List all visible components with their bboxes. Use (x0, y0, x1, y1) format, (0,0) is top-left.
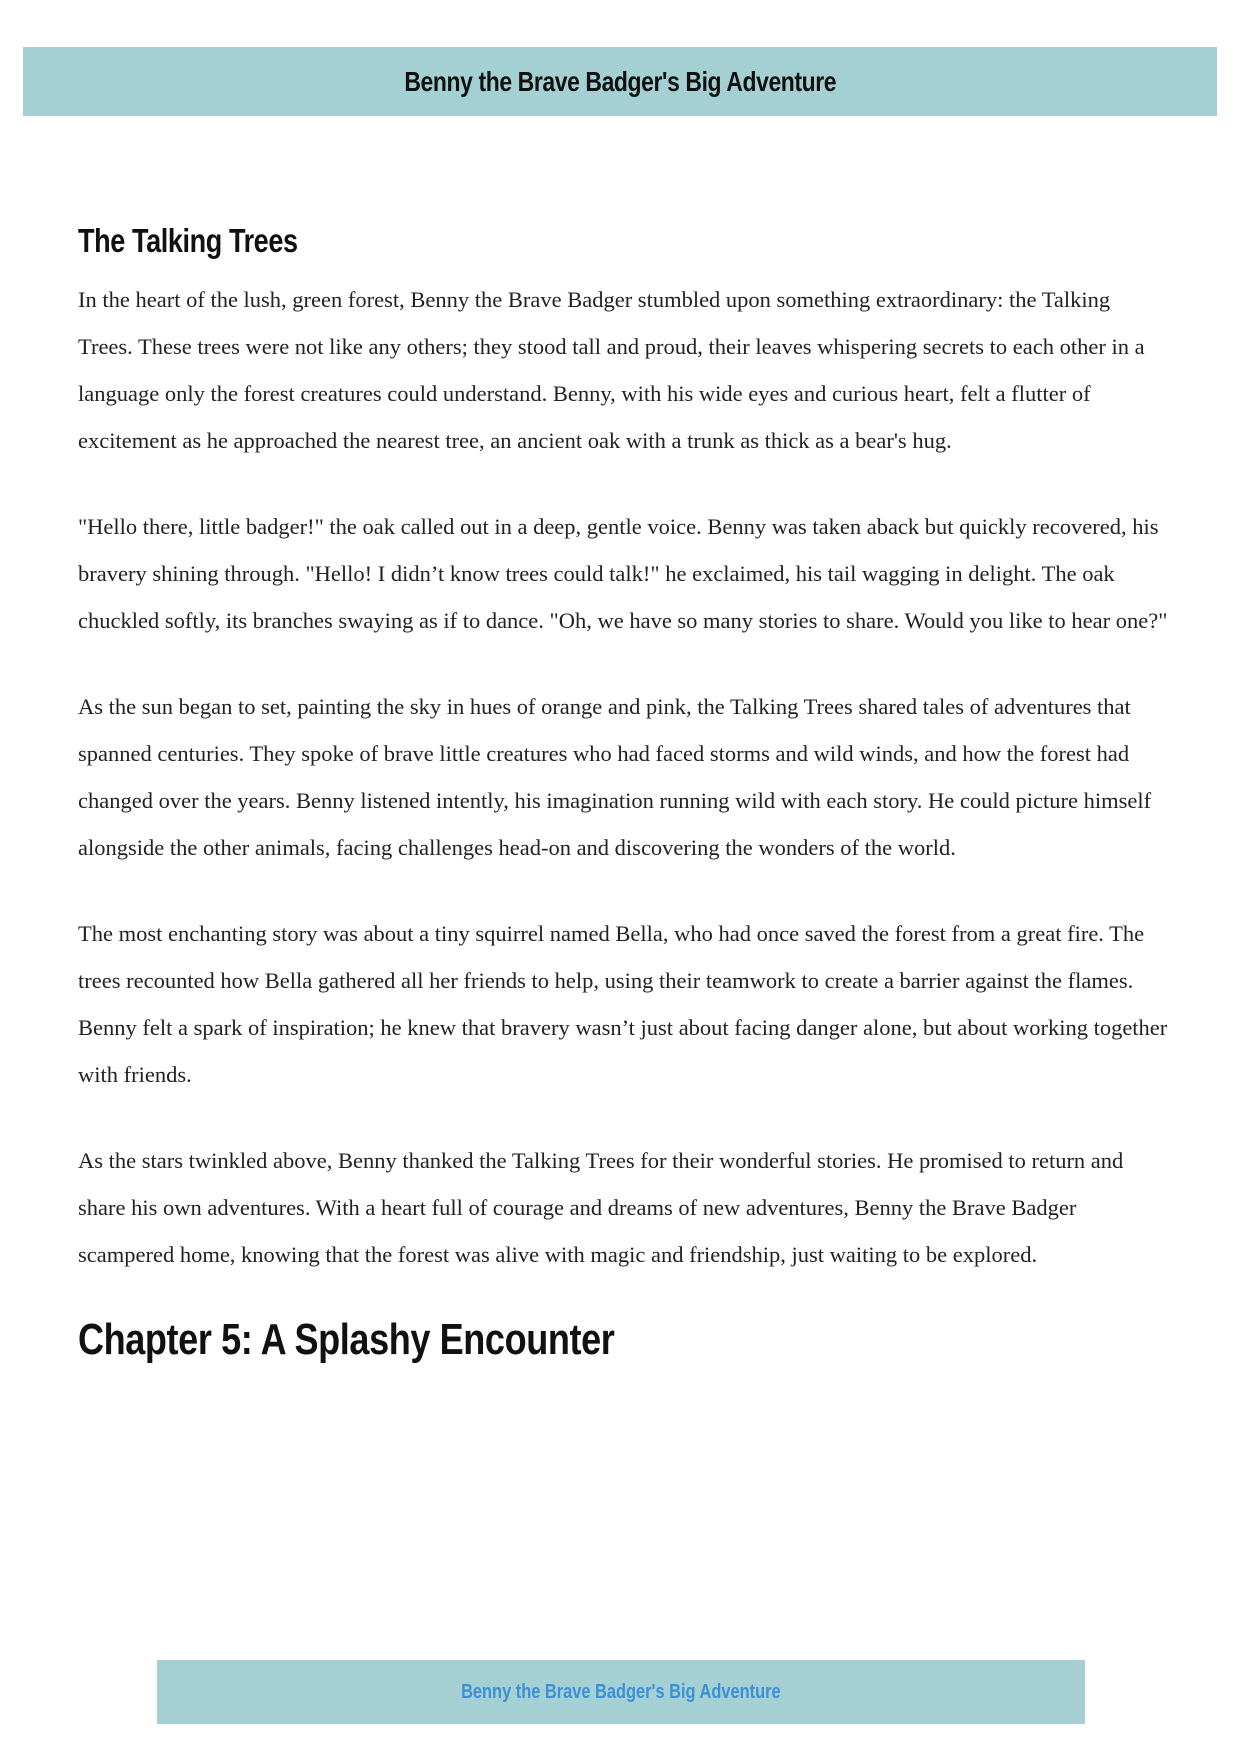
section-title: The Talking Trees (78, 222, 298, 259)
header-title: Benny the Brave Badger's Big Adventure (404, 65, 836, 97)
chapter-title: Chapter 5: A Splashy Encounter (78, 1315, 615, 1364)
paragraph: The most enchanting story was about a tiny squirrel named Bella, who had once saved the forest from a great fire. The trees recounted how Bella gathered all her friends to help, using their teamwork to create a barrier against the flames. Benny felt a spark of inspiration; he knew that bravery wasn’t just about facing danger alone, but about working together with friends. (78, 921, 1168, 1087)
paragraph: "Hello there, little badger!" the oak called out in a deep, gentle voice. Benny was taken aback but quickly recovered, his bravery shining through. "Hello! I didn’t know trees could talk!" he exclaimed, his tail wagging in delight. The oak chuckled softly, its branches swaying as if to dance. "Oh, we have so many stories to share. Would you like to hear one?" (78, 514, 1168, 633)
footer-title: Benny the Brave Badger's Big Adventure (461, 1680, 781, 1703)
page-header (23, 47, 1217, 116)
paragraph: As the sun began to set, painting the sky in hues of orange and pink, the Talking Trees shared tales of adventures that spanned centuries. They spoke of brave little creatures who had faced storms and wild winds, and how the forest had changed over the years. Benny listened intently, his imagination running wild with each story. He could picture himself alongside the other animals, facing challenges head-on and discovering the wonders of the world. (78, 694, 1152, 860)
paragraph: In the heart of the lush, green forest, Benny the Brave Badger stumbled upon something extraordinary: the Talking Trees. These trees were not like any others; they stood tall and proud, their leaves whispering secrets to each other in a language only the forest creatures could understand. Benny, with his wide eyes and curious heart, felt a flutter of excitement as he approached the nearest tree, an ancient oak with a trunk as thick as a bear's hug. (78, 287, 1145, 453)
paragraph: As the stars twinkled above, Benny thanked the Talking Trees for their wonderful stories. He promised to return and share his own adventures. With a heart full of courage and dreams of new adventures, Benny the Brave Badger scampered home, knowing that the forest was alive with magic and friendship, just waiting to be explored. (78, 1148, 1124, 1267)
page-content (78, 222, 1168, 1365)
page-footer (157, 1660, 1085, 1724)
